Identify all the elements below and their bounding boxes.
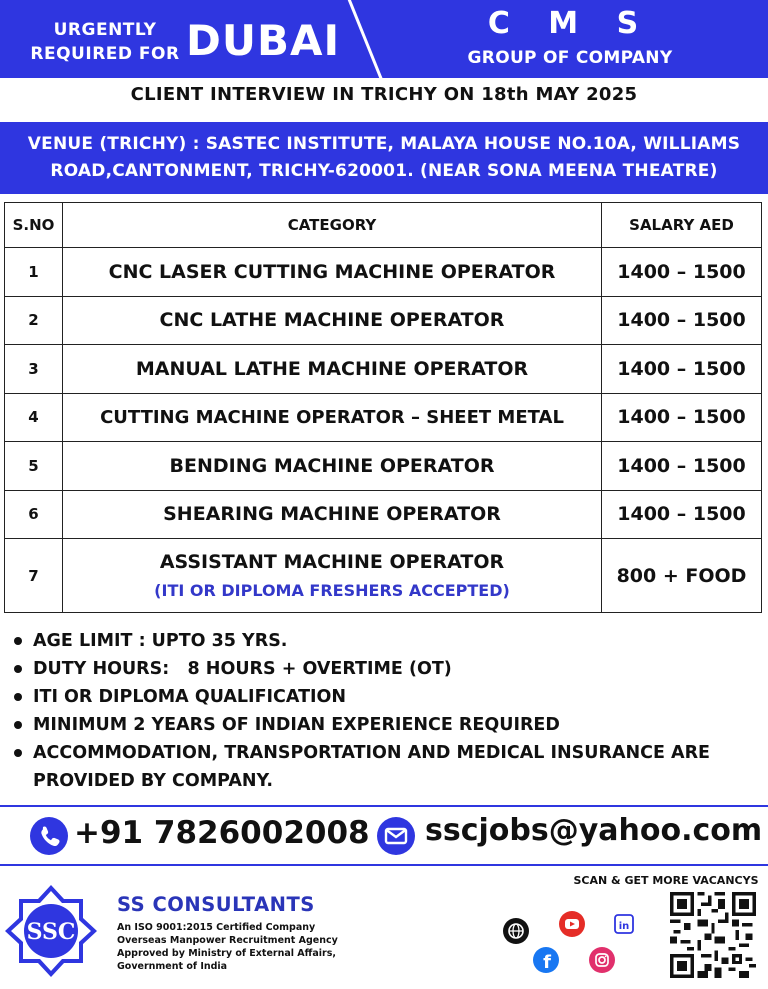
urgently-line2: REQUIRED FOR [30,44,180,64]
instagram-icon[interactable] [589,947,615,973]
list-item: ITI OR DIPLOMA QUALIFICATION [12,683,756,711]
row-salary: 1400 – 1500 [602,393,762,442]
interview-heading: CLIENT INTERVIEW IN TRICHY ON 18th MAY 2025 [130,84,638,105]
header-sno: S.NO [5,203,63,248]
table-row [5,345,762,394]
requirements-list [12,627,756,795]
company-name: SS CONSULTANTS [117,893,315,916]
phone-icon [30,817,68,855]
logo-text: SSC [26,919,76,945]
row-sno: 4 [5,393,63,442]
table-row [5,490,762,539]
row-salary: 1400 – 1500 [602,296,762,345]
venue-line1: VENUE (TRICHY) : SASTEC INSTITUTE, MALAYA HOUSE NO.10A, WILLIAMS [27,134,741,154]
urgently-line1: URGENTLY [53,20,157,40]
table-row [5,539,762,613]
list-item: AGE LIMIT : UPTO 35 YRS. [12,627,756,655]
header-banner [0,0,768,78]
row-category: BENDING MACHINE OPERATOR [63,442,602,491]
scan-text: SCAN & GET MORE VACANCYS [573,874,759,887]
location-title: DUBAI [186,16,341,65]
company-tagline-1: An ISO 9001:2015 Certified Company [117,922,316,933]
linkedin-icon[interactable] [611,911,637,937]
youtube-icon[interactable] [559,911,585,937]
facebook-icon[interactable] [533,947,559,973]
list-item: DUTY HOURS: 8 HOURS + OVERTIME (OT) [12,655,756,683]
table-row [5,393,762,442]
row-salary: 1400 – 1500 [602,442,762,491]
row-sno: 7 [5,539,63,613]
row-category: CNC LATHE MACHINE OPERATOR [63,296,602,345]
row-category: CNC LASER CUTTING MACHINE OPERATOR [63,248,602,297]
row-category: CUTTING MACHINE OPERATOR – SHEET METAL [63,393,602,442]
svg-text:in: in [618,921,630,932]
venue-line2: ROAD,CANTONMENT, TRICHY-620001. (NEAR SONA MEENA THEATRE) [50,161,718,181]
company-title: C M S [487,6,653,41]
job-table [4,202,762,613]
row-sno: 6 [5,490,63,539]
header-category: CATEGORY [63,203,602,248]
qr-code-icon[interactable] [670,892,756,978]
company-tagline-2: Overseas Manpower Recruitment Agency [117,935,338,946]
row-category-cell [63,539,602,613]
company-subtitle: GROUP OF COMPANY [467,48,673,68]
row-salary: 1400 – 1500 [602,345,762,394]
row-sno: 2 [5,296,63,345]
divider-top [0,805,768,807]
header-salary: SALARY AED [602,203,762,248]
header-divider [345,0,385,78]
row-category-note: (ITI OR DIPLOMA FRESHERS ACCEPTED) [154,581,510,600]
svg-text:f: f [543,952,551,973]
row-sno: 5 [5,442,63,491]
row-category: MANUAL LATHE MACHINE OPERATOR [63,345,602,394]
row-category: ASSISTANT MACHINE OPERATOR [159,551,505,573]
phone-number[interactable]: +91 7826002008 [74,815,370,851]
mail-icon [377,817,415,855]
ssc-logo-icon [4,884,98,978]
row-salary: 1400 – 1500 [602,490,762,539]
urgently-text [30,18,180,66]
email-address[interactable]: sscjobs@yahoo.com [425,813,763,848]
table-row [5,248,762,297]
row-sno: 3 [5,345,63,394]
table-header-row [5,203,762,248]
company-tagline-4: Government of India [117,961,228,972]
website-icon[interactable] [503,918,529,944]
table-row [5,296,762,345]
table-row [5,442,762,491]
row-salary: 800 + FOOD [602,539,762,613]
divider-bottom [0,864,768,866]
row-category: SHEARING MACHINE OPERATOR [63,490,602,539]
list-item: MINIMUM 2 YEARS OF INDIAN EXPERIENCE REQUIRED [12,711,756,739]
list-item: ACCOMMODATION, TRANSPORTATION AND MEDICAL INSURANCE ARE PROVIDED BY COMPANY. [12,739,756,795]
venue-banner [0,122,768,194]
row-salary: 1400 – 1500 [602,248,762,297]
row-sno: 1 [5,248,63,297]
company-tagline-3: Approved by Ministry of External Affairs, [117,948,336,959]
